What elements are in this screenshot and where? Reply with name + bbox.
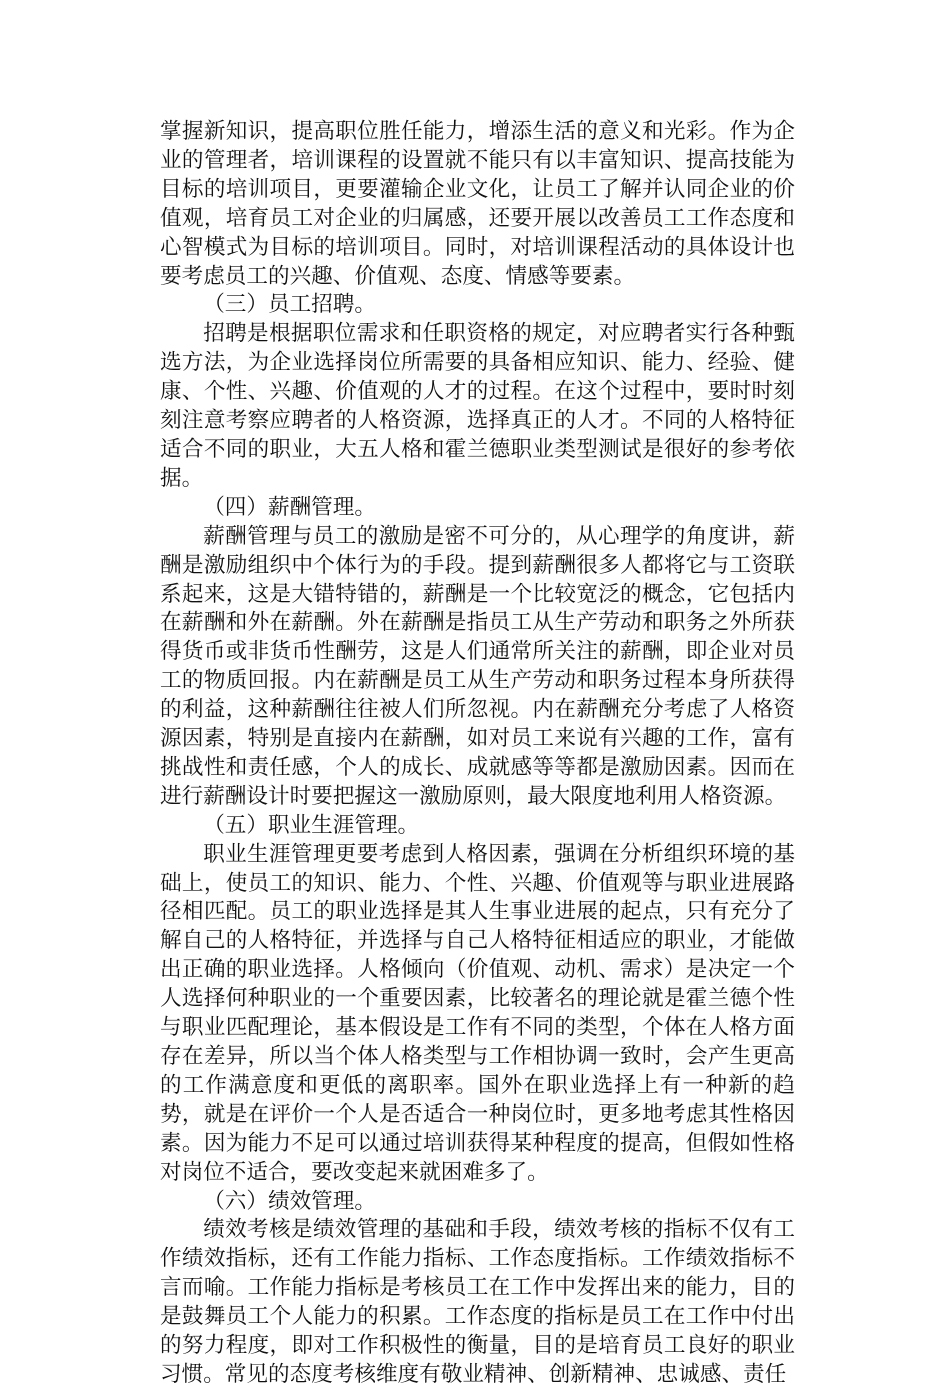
body-paragraph: 绩效考核是绩效管理的基础和手段，绩效考核的指标不仅有工作绩效指标，还有工作能力指标、工作态度指标。工作绩效指标不言而喻。工作能力指标是考核员工在工作中发挥出来的能力，目的是鼓舞员工个人能力的积累。工作态度的指标是员工在工作中付出的努力程度，即对工作积极性的衡量，目的是培育员工良好的职业习惯。常见的态度考核维度有敬业精神、创新精神、忠诚感、责任 (160, 1217, 795, 1387)
body-paragraph: 招聘是根据职位需求和任职资格的规定，对应聘者实行各种甄选方法，为企业选择岗位所需要的具备相应知识、能力、经验、健康、个性、兴趣、价值观的人才的过程。在这个过程中，要时时刻刻注意考察应聘者的人格资源，选择真正的人才。不同的人格特征适合不同的职业，大五人格和霍兰德职业类型测试是很好的参考依据。 (160, 321, 795, 491)
body-paragraph: 职业生涯管理更要考虑到人格因素，强调在分析组织环境的基础上，使员工的知识、能力、个性、兴趣、价值观等与职业进展路径相匹配。员工的职业选择是其人生事业进展的起点，只有充分了解自己的人格特征，并选择与自己人格特征相适应的职业，才能做出正确的职业选择。人格倾向（价值观、动机、需求）是决定一个人选择何种职业的一个重要因素，比较著名的理论就是霍兰德个性与职业匹配理论，基本假设是工作有不同的类型，个体在人格方面存在差异，所以当个体人格类型与工作相协调一致时，会产生更高的工作满意度和更低的离职率。国外在职业选择上有一种新的趋势，就是在评价一个人是否适合一种岗位时，更多地考虑其性格因素。因为能力不足可以通过培训获得某种程度的提高，但假如性格对岗位不适合，要改变起来就困难多了。 (160, 841, 795, 1185)
body-paragraph: 薪酬管理与员工的激励是密不可分的，从心理学的角度讲，薪酬是激励组织中个体行为的手段。提到薪酬很多人都将它与工资联系起来，这是大错特错的，薪酬是一个比较宽泛的概念，它包括内在薪酬和外在薪酬。外在薪酬是指员工从生产劳动和职务之外所获得货币或非货币性酬劳，这是人们通常所关注的薪酬，即企业对员工的物质回报。内在薪酬是员工从生产劳动和职务过程本身所获得的利益，这种薪酬往往被人们所忽视。内在薪酬充分考虑了人格资源因素，特别是直接内在薪酬，如对员工来说有兴趣的工作，富有挑战性和责任感，个人的成长、成就感等等都是激励因素。因而在进行薪酬设计时要把握这一激励原则，最大限度地利用人格资源。 (160, 523, 795, 809)
section-heading: （四）薪酬管理。 (203, 494, 376, 520)
section-heading: （三）员工招聘。 (203, 292, 376, 318)
document-page (160, 118, 795, 1390)
body-paragraph: 掌握新知识，提高职位胜任能力，增添生活的意义和光彩。作为企业的管理者，培训课程的设置就不能只有以丰富知识、提高技能为目标的培训项目，更要灌输企业文化，让员工了解并认同企业的价值观，培育员工对企业的归属感，还要开展以改善员工工作态度和心智模式为目标的培训项目。同时，对培训课程活动的具体设计也要考虑员工的兴趣、价值观、态度、情感等要素。 (160, 119, 795, 289)
section-heading: （五）职业生涯管理。 (203, 812, 420, 838)
section-heading: （六）绩效管理。 (203, 1188, 376, 1214)
